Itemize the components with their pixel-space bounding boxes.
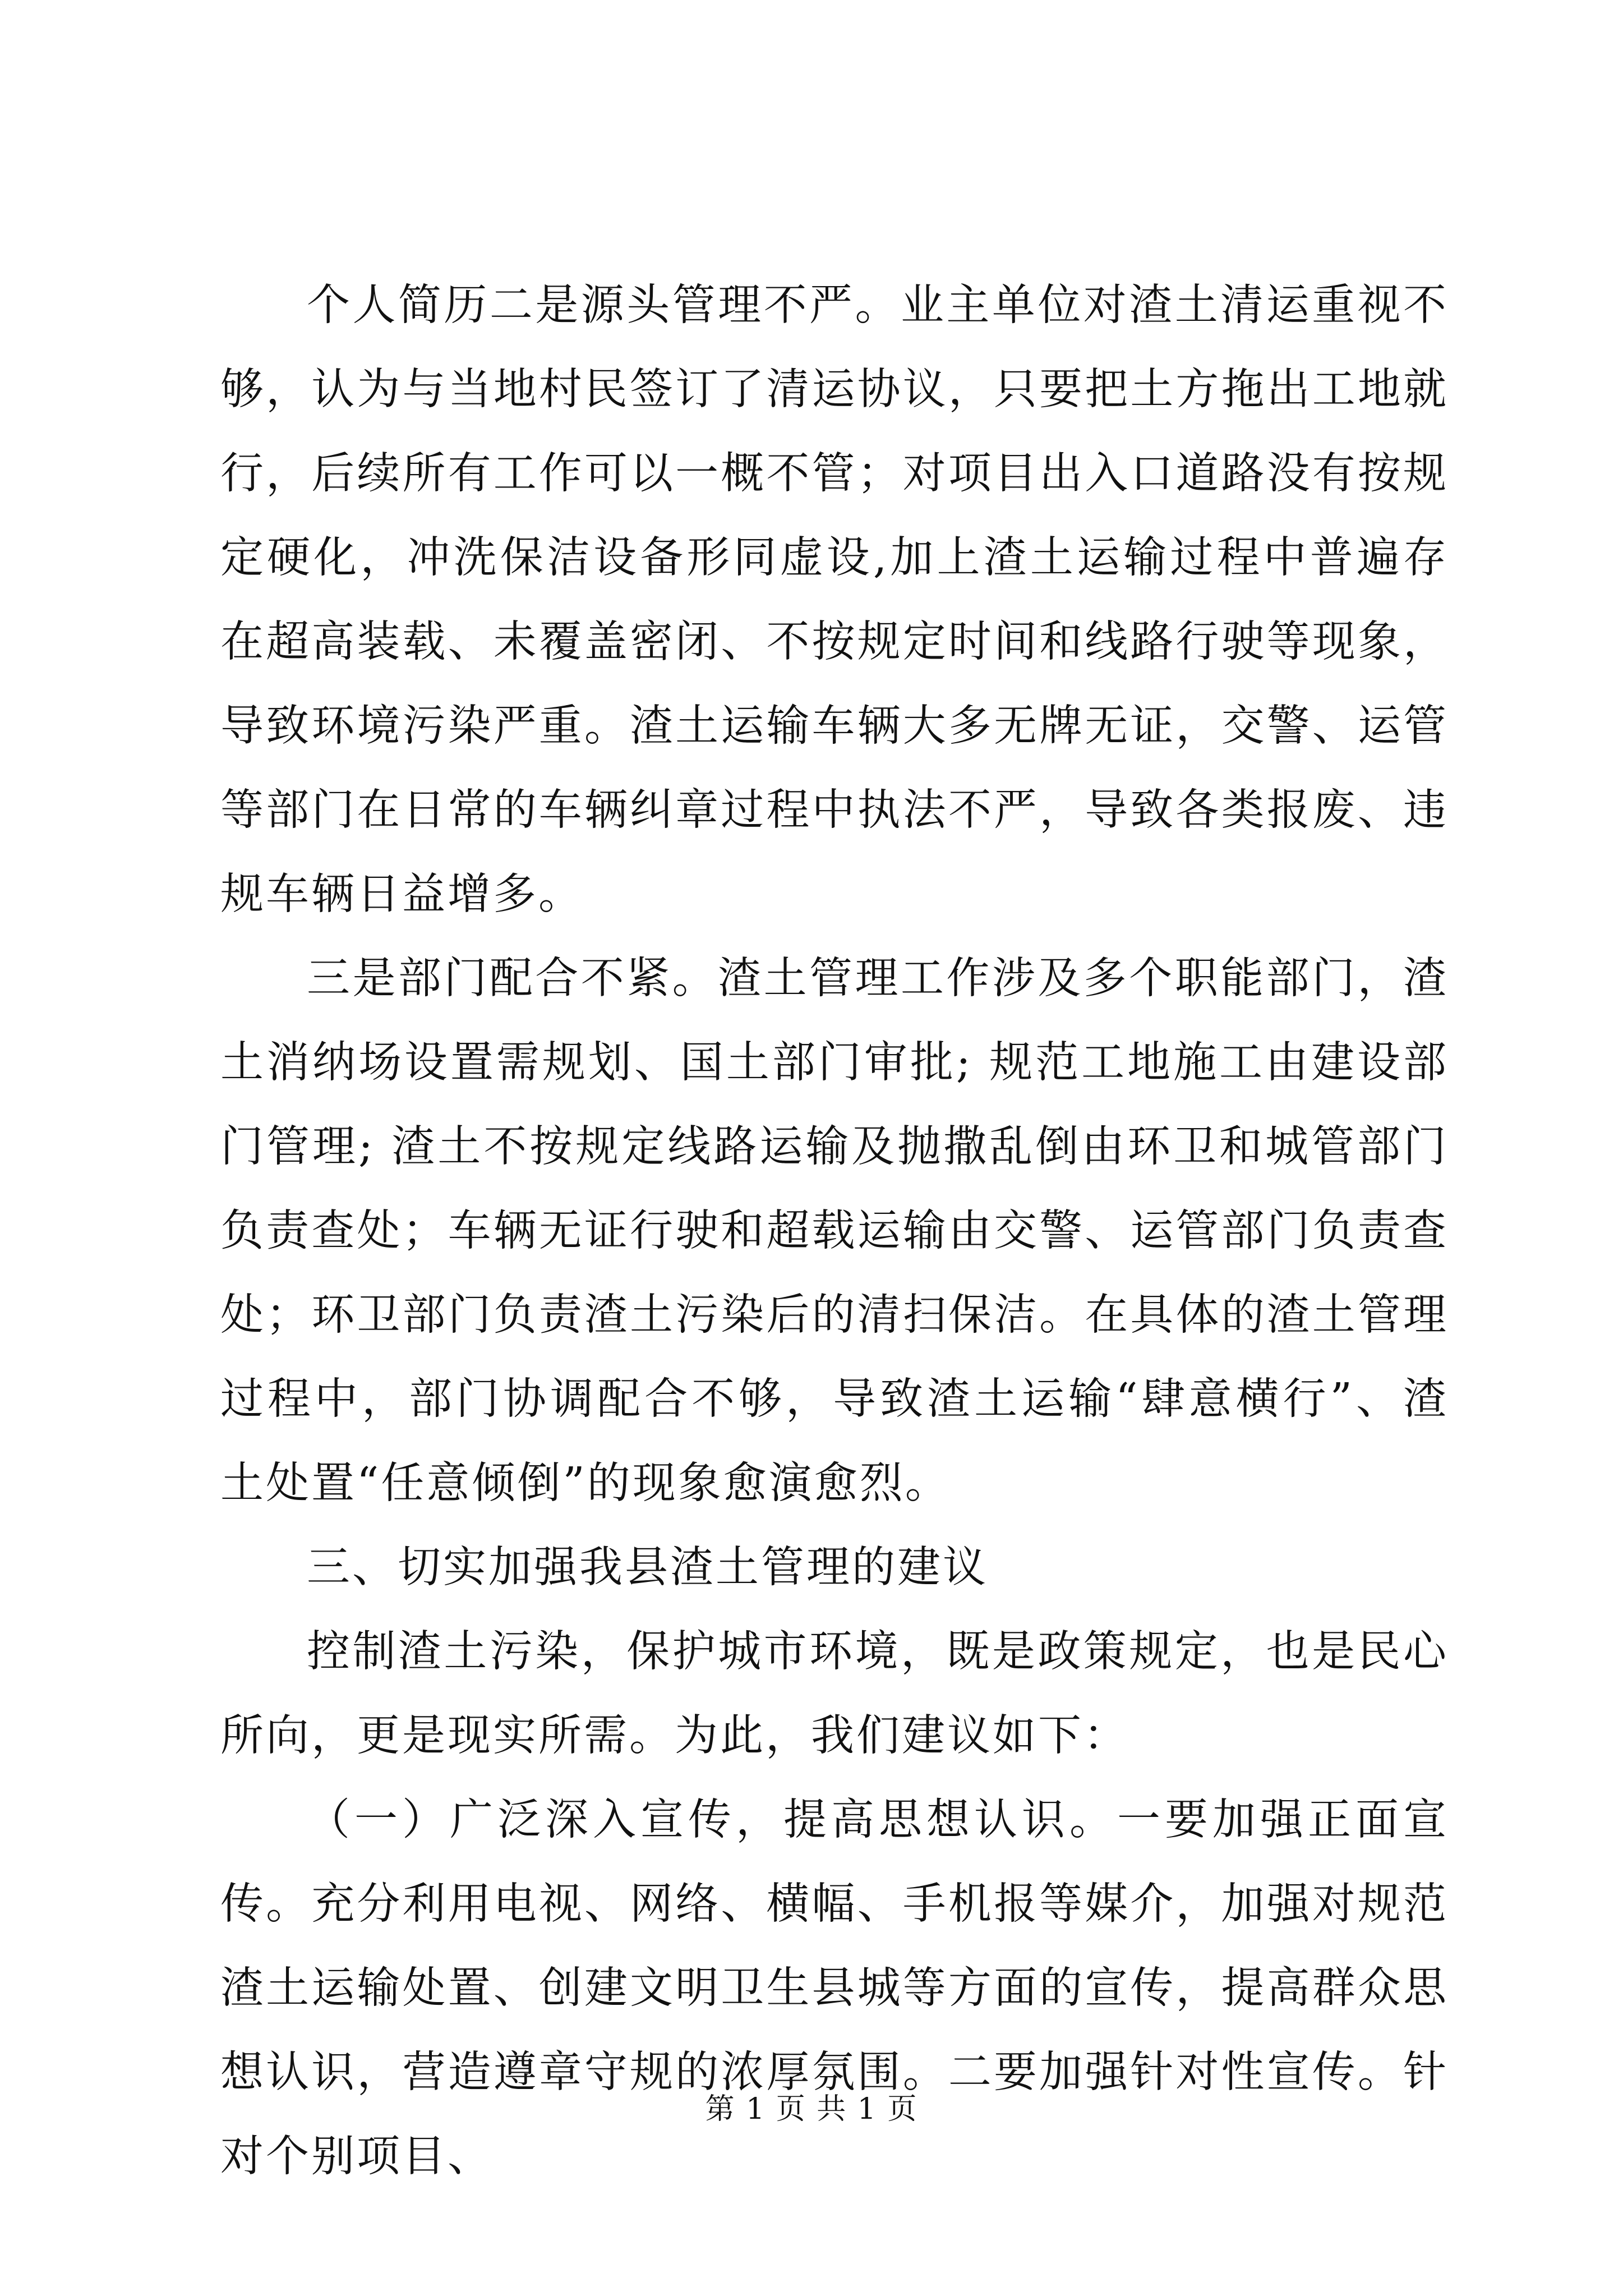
paragraph-publicity: （一）广泛深入宣传，提高思想认识。一要加强正面宣传。充分利用电视、网络、横幅、手机报等媒介，加强对规范渣土运输处置、创建文明卫生县城等方面的宣传，提高群众思想认识，营造遵章守规的浓厚氛围。二要加强针对性宣传。针对个别项目、	[220, 1795, 1449, 2182]
document-body	[220, 264, 1449, 2199]
paragraph-intro-suggestions: 控制渣土污染，保护城市环境，既是政策规定，也是民心所向，更是现实所需。为此，我们建议如下：	[220, 1627, 1449, 1761]
section-heading-suggestions: 三、切实加强我县渣土管理的建议	[307, 1543, 988, 1593]
paragraph-source-management: 个人简历二是源头管理不严。业主单位对渣土清运重视不够，认为与当地村民签订了清运协议，只要把土方拖出工地就行，后续所有工作可以一概不管；对项目出入口道路没有按规定硬化，冲洗保洁设备形同虚设,加上渣土运输过程中普遍存在超高装载、未覆盖密闭、不按规定时间和线路行驶等现象，导致环境污染严重。渣土运输车辆大多无牌无证，交警、运管等部门在日常的车辆纠章过程中执法不严，导致各类报废、违规车辆日益增多。	[220, 280, 1449, 919]
paragraph-department-coordination: 三是部门配合不紧。渣土管理工作涉及多个职能部门，渣土消纳场设置需规划、国土部门审批; 规范工地施工由建设部门管理; 渣土不按规定线路运输及抛撒乱倒由环卫和城管部门负责查处；车辆无证行驶和超载运输由交警、运管部门负责查处；环卫部门负责渣土污染后的清扫保洁。在具体的渣土管理过程中，部门协调配合不够，导致渣土运输“肆意横行”、渣土处置“任意倾倒”的现象愈演愈烈。	[220, 954, 1449, 1508]
page-number-footer: 第 1 页 共 1 页	[705, 2092, 918, 2126]
